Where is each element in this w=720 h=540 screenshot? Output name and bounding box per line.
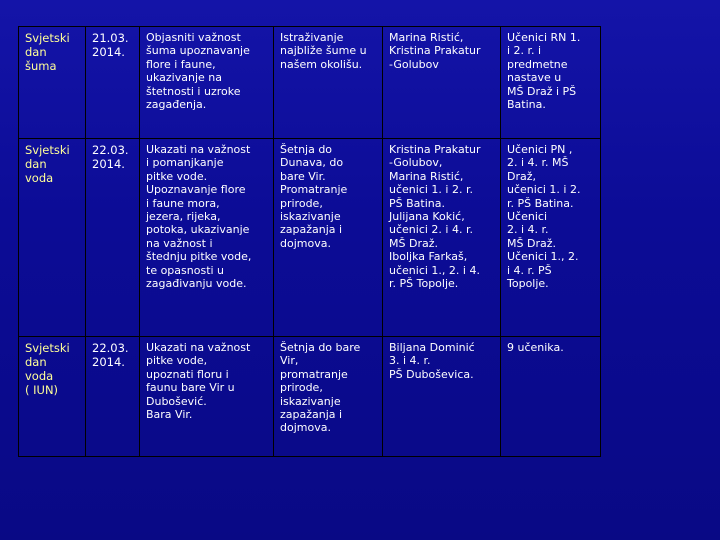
leaders-cell xyxy=(383,139,501,337)
table-row xyxy=(19,337,601,457)
goal-text: Ukazati na važnost pitke vode, upoznati floru i faunu bare Vir u Dubošević. Bara Vir. xyxy=(146,341,251,422)
date-text: 21.03. 2014. xyxy=(92,31,129,59)
event-cell xyxy=(19,27,86,139)
goal-text: Ukazati na važnost i pomanjkanje pitke vode. Upoznavanje flore i faune mora, jezera, rijeka, potoka, ukazivanje na važnost i štednju pitke vode, te opasnosti u zagađivanju vode. xyxy=(146,143,252,291)
activity-cell xyxy=(274,27,383,139)
date-text: 22.03. 2014. xyxy=(92,341,129,369)
activity-cell xyxy=(274,337,383,457)
activities-table xyxy=(18,26,601,457)
participants-text: Učenici PN , 2. i 4. r. MŠ Draž, učenici 1. i 2. r. PŠ Batina. Učenici 2. i 4. r. MŠ Draž. Učenici 1., 2. i 4. r. PŠ Topolje. xyxy=(507,143,581,291)
goal-text: Objasniti važnost šuma upoznavanje flore i faune, ukazivanje na štetnosti i uzroke zagađenja. xyxy=(146,31,250,112)
date-text: 22.03. 2014. xyxy=(92,143,129,171)
activity-text: Šetnja do bare Vir, promatranje prirode, iskazivanje zapažanja i dojmova. xyxy=(280,341,361,435)
activity-text: Istraživanje najbliže šume u našem okolišu. xyxy=(280,31,367,71)
leaders-cell xyxy=(383,27,501,139)
participants-cell xyxy=(501,139,601,337)
event-text: Svjetski dan voda xyxy=(25,143,70,185)
date-cell xyxy=(86,337,140,457)
goal-cell xyxy=(140,337,274,457)
leaders-text: Marina Ristić, Kristina Prakatur -Golubov xyxy=(389,31,481,71)
leaders-text: Kristina Prakatur -Golubov, Marina Ristić, učenici 1. i 2. r. PŠ Batina. Julijana Kokić, učenici 2. i 4. r. MŠ Draž. Iboljka Farkaš, učenici 1., 2. i 4. r. PŠ Topolje. xyxy=(389,143,481,291)
event-text: Svjetski dan šuma xyxy=(25,31,70,73)
participants-cell xyxy=(501,27,601,139)
activity-cell xyxy=(274,139,383,337)
activity-text: Šetnja do Dunava, do bare Vir. Promatranje prirode, iskazivanje zapažanja i dojmova. xyxy=(280,143,348,250)
goal-cell xyxy=(140,139,274,337)
table-row xyxy=(19,27,601,139)
leaders-cell xyxy=(383,337,501,457)
leaders-text: Biljana Dominić 3. i 4. r. PŠ Duboševica. xyxy=(389,341,475,381)
event-text: Svjetski dan voda ( IUN) xyxy=(25,341,70,397)
goal-cell xyxy=(140,27,274,139)
event-cell xyxy=(19,337,86,457)
table-row xyxy=(19,139,601,337)
participants-text: 9 učenika. xyxy=(507,341,564,354)
date-cell xyxy=(86,27,140,139)
date-cell xyxy=(86,139,140,337)
event-cell xyxy=(19,139,86,337)
participants-cell xyxy=(501,337,601,457)
participants-text: Učenici RN 1. i 2. r. i predmetne nastave u MŠ Draž i PŠ Batina. xyxy=(507,31,581,112)
